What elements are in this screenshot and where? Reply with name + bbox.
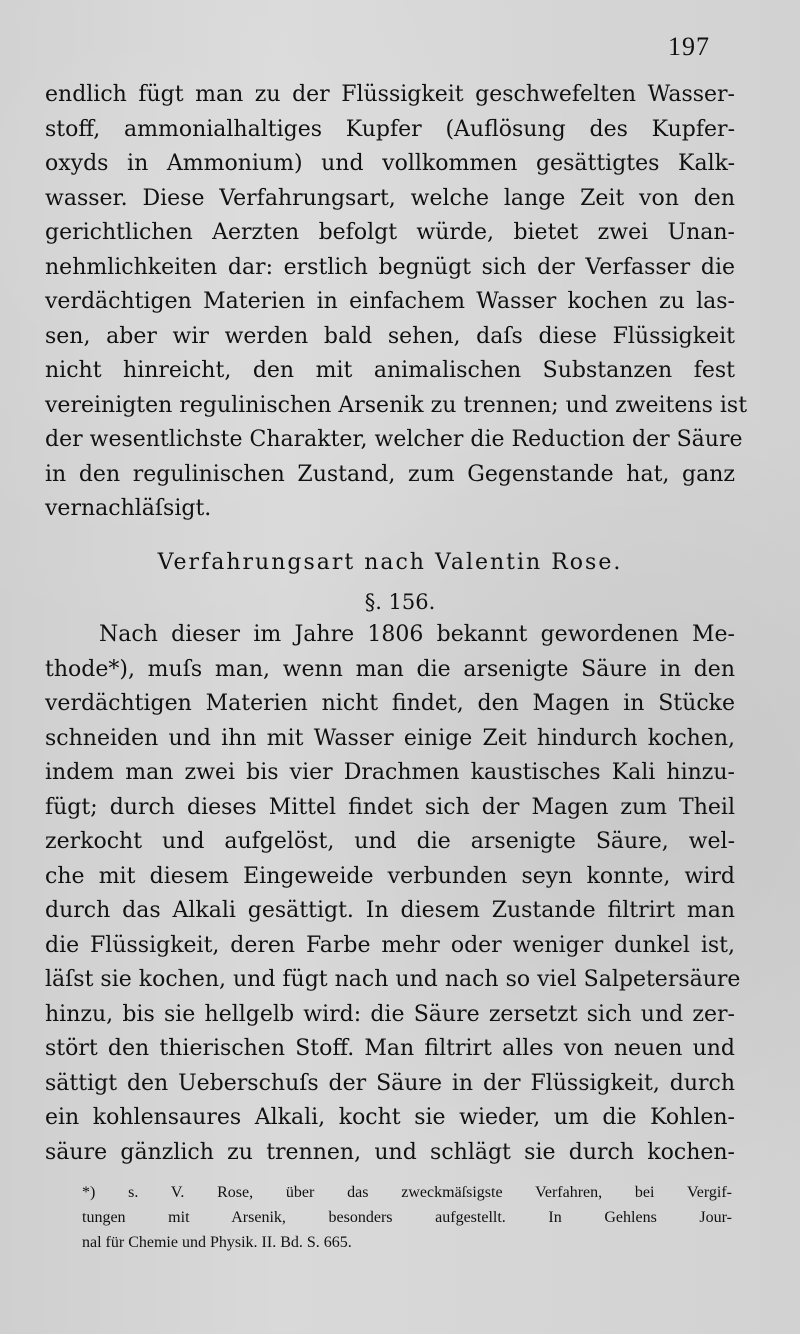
paragraph-1-line: endlich fügt man zu der Flüssigkeit geschwefelten Wasser- <box>45 82 735 107</box>
paragraph-2-line: hinzu, bis sie hellgelb wird: die Säure zersetzt sich und zer- <box>45 1001 735 1027</box>
section-number: §. 156. <box>364 590 436 614</box>
paragraph-2-line: die Flüssigkeit, deren Farbe mehr oder weniger dunkel ist, <box>45 932 735 958</box>
footnote-line: tungen mit Arsenik, besonders aufgestellt. In Gehlens Jour- <box>82 1209 732 1226</box>
paragraph-1-line: vernachläſsigt. <box>45 496 212 521</box>
paragraph-1 <box>45 78 748 527</box>
paragraph-1-line: stoff, ammonialhaltiges Kupfer (Auflösung des Kupfer- <box>45 116 735 142</box>
paragraph-1-line: vereinigten regulinischen Arsenik zu trennen; und zweitens ist <box>45 392 748 418</box>
paragraph-2-line: Nach dieser im Jahre 1806 bekannt gewordenen Me- <box>99 622 735 647</box>
paragraph-2-line: thode*), muſs man, wenn man die arsenigte Säure in den <box>45 656 735 682</box>
paragraph-1-line: nicht hinreicht, den mit animalischen Substanzen fest <box>45 358 735 383</box>
paragraph-2-line: verdächtigen Materien nicht findet, den Magen in Stücke <box>45 691 735 716</box>
paragraph-1-line: oxyds in Ammonium) und vollkommen gesättigtes Kalk- <box>45 151 735 176</box>
paragraph-2 <box>45 618 741 1170</box>
paragraph-1-line: in den regulinischen Zustand, zum Gegenstande hat, ganz <box>45 461 735 487</box>
paragraph-2-line: schneiden und ihn mit Wasser einige Zeit hindurch kochen, <box>45 725 735 751</box>
paragraph-1-line: wasser. Diese Verfahrungsart, welche lange Zeit von den <box>45 185 735 211</box>
paragraph-2-line: che mit diesem Eingeweide verbunden seyn konnte, wird <box>45 863 735 889</box>
paragraph-1-line: gerichtlichen Aerzten befolgt würde, bietet zwei Unan- <box>45 220 735 245</box>
paragraph-1-line: der wesentlichste Charakter, welcher die Reduction der Säure <box>45 427 743 452</box>
paragraph-2-line: zerkocht und aufgelöst, und die arsenigte Säure, wel- <box>45 829 735 854</box>
paragraph-1-line: nehmlichkeiten dar: erstlich begnügt sich der Verfasser die <box>45 254 735 280</box>
paragraph-2-line: indem man zwei bis vier Drachmen kaustisches Kali hinzu- <box>45 760 735 785</box>
paragraph-2-line: durch das Alkali gesättigt. In diesem Zustande filtrirt man <box>45 898 735 923</box>
paragraph-2-line: läſst sie kochen, und fügt nach und nach so viel Salpetersäure <box>45 967 741 992</box>
paragraph-2-line: fügt; durch dieses Mittel findet sich der Magen zum Theil <box>45 794 735 820</box>
paragraph-1-line: sen, aber wir werden bald sehen, daſs diese Flüssigkeit <box>45 323 735 349</box>
paragraph-2-line: ein kohlensaures Alkali, kocht sie wieder, um die Kohlen- <box>45 1105 735 1130</box>
section-heading: Verfahrungsart nach Valentin Rose. <box>157 550 623 575</box>
footnote-line: nal für Chemie und Physik. II. Bd. S. 665. <box>82 1234 352 1251</box>
paragraph-2-line: säure gänzlich zu trennen, und schlägt sie durch kochen- <box>45 1139 735 1165</box>
paragraph-2-line: sättigt den Ueberschuſs der Säure in der Flüssigkeit, durch <box>45 1070 735 1096</box>
footnote <box>82 1180 732 1255</box>
page-number: 197 <box>668 32 710 61</box>
paragraph-1-line: verdächtigen Materien in einfachem Wasser kochen zu las- <box>45 289 735 314</box>
paragraph-2-line: stört den thierischen Stoff. Man filtrirt alles von neuen und <box>45 1036 735 1061</box>
footnote-line: *) s. V. Rose, über das zweckmäſsigste Verfahren, bei Vergif- <box>82 1184 732 1201</box>
